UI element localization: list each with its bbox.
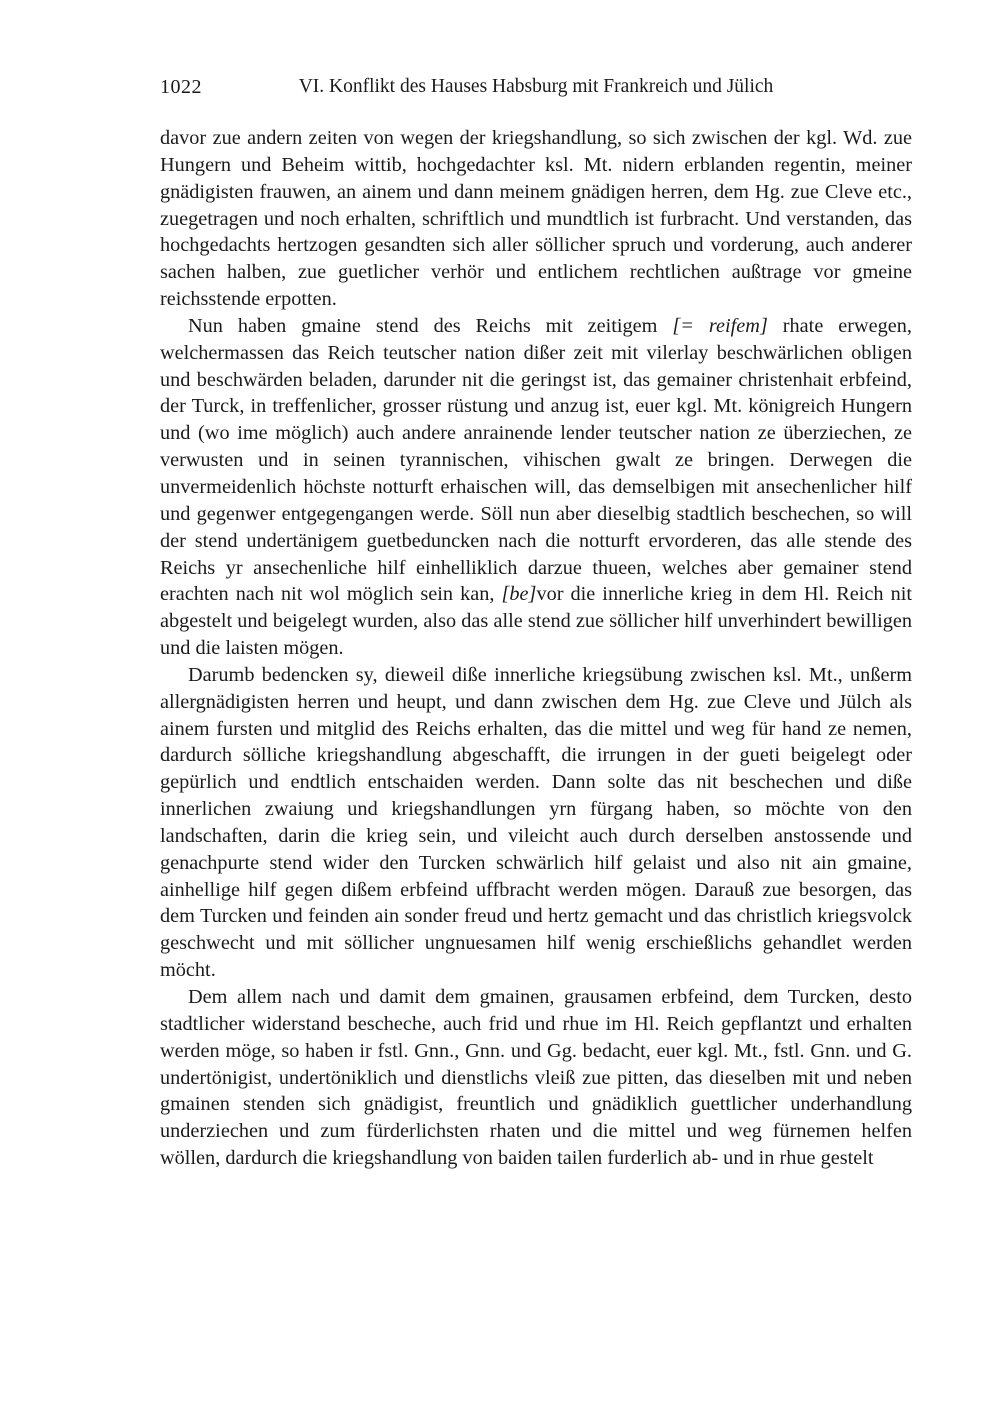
text-run: Dem allem nach und damit dem gmainen, grausamen erbfeind, dem Turcken, desto stadtlicher widerstand bescheche, auch frid und rhue im Hl. Reich gepflantzt und erhalten werden möge, so haben ir fstl. Gnn., Gnn. und Gg. bedacht, euer kgl. Mt., fstl. Gnn. und G. undertönigist, undertöniklich und dienstlichs vleiß zue pitten, das dieselben mit und neben gmainen stenden sich gnädigist, freuntlich und gnädiklich guettlicher underhandlung underziechen und zum fürderlichsten rhaten und die mittel und weg fürnemen helfen wöllen, dardurch die kriegshandlung von baiden tailen furderlich ab- und in rhue gestelt xyxy=(160,986,912,1170)
text-run: rhate erwegen, welchermassen das Reich teutscher nation dißer zeit mit vilerlay beschwärlichen obligen und beschwärden beladen, darunder nit die geringst ist, das gemainer christenhait erbfeind, der Turck, in treffenlicher, grosser rüstung und anzug ist, euer kgl. Mt. königreich Hungern und (wo ime möglich) auch andere anrainende lender teutscher nation ze überziechen, ze verwusten und in seinen tyrannischen, vihischen gwalt ze bringen. Derwegen die unvermeidenlich höchste notturft erhaischen will, das demselbigen mit ansechenlicher hilf und gegenwer entgegengangen werde. Söll nun aber dieselbig stadtlich beschechen, so will der stend undertänigem guetbeduncken nach die notturft ervorderen, das alle stende des Reichs yr ansechenliche hilf einhelliklich darzue thueen, welches aber gemainer stend erachten nach nit wol möglich sein kan, xyxy=(160,314,913,606)
editorial-gloss-italic: [be] xyxy=(501,583,537,606)
paragraph xyxy=(160,662,912,984)
text-run: davor zue andern zeiten von wegen der kriegshandlung, so sich zwischen der kgl. Wd. zue Hungern und Beheim wittib, hochgedachter ksl. Mt. nidern erblanden regentin, meiner gnädigisten frauwen, an ainem und dann meinem gnädigen herren, dem Hg. zue Cleve etc., zuegetragen und noch erhalten, schriftlich und mundtlich ist furbracht. Und verstanden, das hochgedachts hertzogen gesandten sich aller söllicher spruch und vorderung, auch anderer sachen halben, zue guetlicher verhör und entlichem rechtlichen außtrage vor gmeine reichsstende erpotten. xyxy=(160,127,912,311)
text-run: Darumb bedencken sy, dieweil diße innerliche kriegsübung zwischen ksl. Mt., unßerm allergnädigisten herren und heupt, und dann zwischen dem Hg. zue Cleve und Jülch als ainem fursten und mitglid des Reichs erhalten, das die mittel und weg für hand ze nemen, dardurch sölliche kriegshandlung abgeschafft, die irrungen in der gueti beigelegt oder gepürlich und endtlich entschaiden werden. Dann solte das nit beschechen und diße innerlichen zwaiung und kriegshandlungen yrn fürgang haben, so möchte von den landschaften, darin die krieg sein, und vileicht auch durch derselben anstossende und genachpurte stend wider den Turcken schwärlich hilf gelaist und also nit ain gmaine, ainhellige hilf gegen dißem erbfeind uffbracht werden mögen. Darauß zue besorgen, das dem Turcken und feinden ain sonder freud und hertz gemacht und das christlich kriegsvolck geschwecht und mit söllicher ungnuesamen hilf wenig erschießlichs gehandlet werden möcht. xyxy=(160,663,912,982)
text-run: Nun haben gmaine stend des Reichs mit zeitigem xyxy=(188,314,673,337)
page-number: 1022 xyxy=(160,76,202,98)
paragraph xyxy=(160,984,912,1172)
page-header xyxy=(160,76,912,102)
editorial-gloss-italic: [= reifem] xyxy=(672,314,768,337)
running-title: VI. Konflikt des Hauses Habsburg mit Frankreich und Jülich xyxy=(298,76,774,97)
text-block xyxy=(160,125,912,1172)
paragraph xyxy=(160,313,912,662)
text-run: vor die innerliche krieg in dem Hl. Reich nit abgestelt und beigelegt wurden, also das alle stend zue söllicher hilf unverhindert bewilligen und die laisten mögen. xyxy=(160,583,912,660)
paragraph xyxy=(160,125,912,313)
